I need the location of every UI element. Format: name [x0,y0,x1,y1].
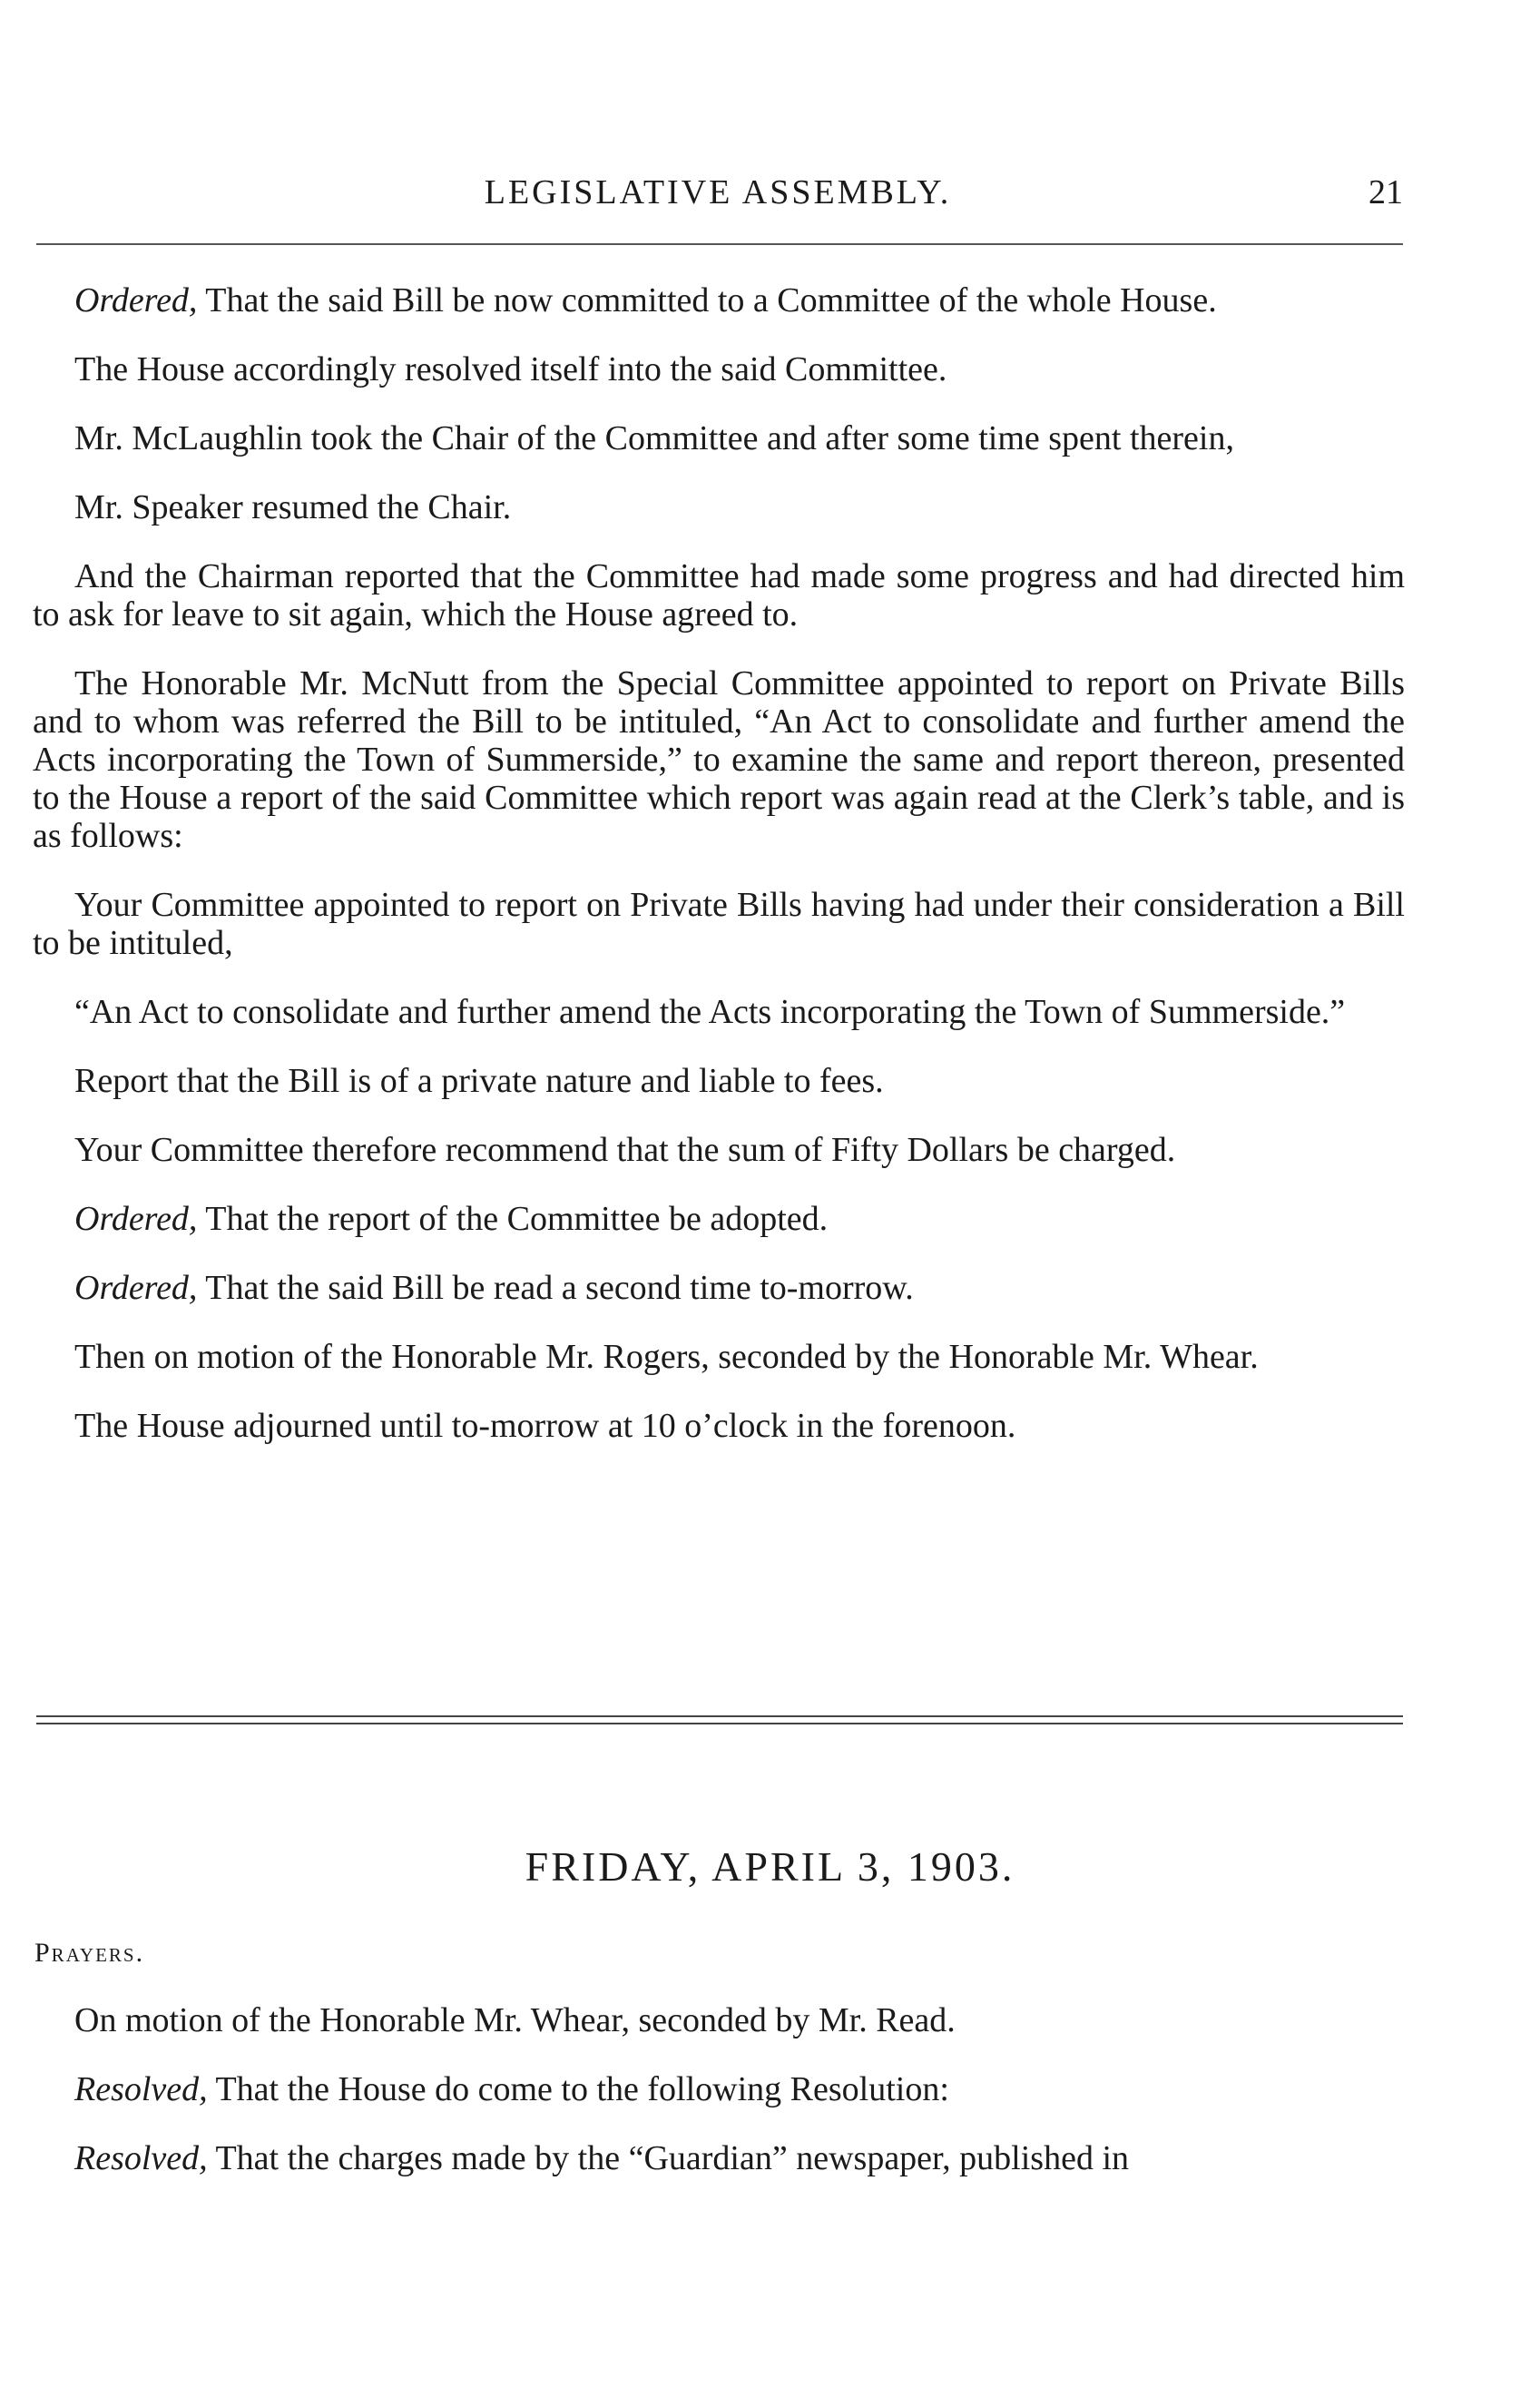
paragraph-text: On motion of the Honorable Mr. Whear, seconded by Mr. Read. [74,2001,956,2039]
paragraph-text: “An Act to consolidate and further amend the Acts incorporating the Town of Summerside.” [74,993,1346,1031]
paragraph [33,993,1405,1031]
paragraph [33,488,1405,526]
paragraph-text: Then on motion of the Honorable Mr. Rogers, seconded by the Honorable Mr. Whear. [74,1338,1259,1376]
proceedings-text [33,281,1405,1476]
paragraph [33,419,1405,457]
prayers-label: Prayers. [34,1938,145,1968]
paragraph [33,350,1405,388]
paragraph [33,1062,1405,1100]
section-divider [36,1715,1403,1724]
paragraph-lead: Ordered, [74,1200,198,1238]
paragraph [33,1131,1405,1169]
paragraph-lead: Ordered, [74,281,198,319]
paragraph-text: The Honorable Mr. McNutt from the Special Committee appointed to report on Private Bills and to whom was referred the Bill to be intituled, “An Act to consolidate and further amend the Acts incorporating the Town of Summerside,” to examine the same and report thereon, presented to the House a report of the said Committee which report was again read at the Clerk’s table, and is as follows: [33,664,1405,855]
paragraph [33,886,1405,962]
paragraph-text: That the report of the Committee be adopted. [197,1200,829,1238]
proceedings-text-continued [33,2001,1405,2208]
paragraph [33,557,1405,634]
paragraph-text: And the Chairman reported that the Committee had made some progress and had directed him to ask for leave to sit again, which the House agreed to. [33,557,1405,634]
paragraph-text: Your Committee therefore recommend that the sum of Fifty Dollars be charged. [74,1131,1176,1169]
date-heading: FRIDAY, APRIL 3, 1903. [525,1843,1015,1890]
paragraph-text: The House adjourned until to-morrow at 10 o’clock in the forenoon. [74,1407,1016,1445]
paragraph-text: Report that the Bill is of a private nature and liable to fees. [74,1062,884,1100]
header-rule [36,243,1403,245]
paragraph-lead: Ordered, [74,1269,198,1307]
running-head [33,172,1403,227]
paragraph [33,1269,1405,1307]
paragraph [33,281,1405,319]
paragraph-text: Mr. McLaughlin took the Chair of the Committee and after some time spent therein, [74,419,1234,457]
paragraph-lead: Resolved, [74,2070,208,2108]
paragraph [33,2070,1405,2108]
paragraph-text: Mr. Speaker resumed the Chair. [74,488,512,526]
paragraph [33,1338,1405,1376]
paragraph [33,1407,1405,1445]
paragraph-text: That the House do come to the following Resolution: [207,2070,949,2108]
running-title: LEGISLATIVE ASSEMBLY. [484,173,952,211]
paragraph-text: That the said Bill be read a second time to-morrow. [197,1269,914,1307]
page-number: 21 [1368,173,1403,211]
paragraph-text: Your Committee appointed to report on Private Bills having had under their consideration a Bill to be intituled, [33,886,1405,962]
paragraph-text: The House accordingly resolved itself into the said Committee. [74,350,947,388]
paragraph-text: That the charges made by the “Guardian” newspaper, published in [207,2139,1130,2177]
paragraph-lead: Resolved, [74,2139,208,2177]
paragraph [33,664,1405,855]
paragraph [33,2139,1405,2177]
paragraph [33,2001,1405,2039]
paragraph-text: That the said Bill be now committed to a Committee of the whole House. [197,281,1217,319]
paragraph [33,1200,1405,1238]
